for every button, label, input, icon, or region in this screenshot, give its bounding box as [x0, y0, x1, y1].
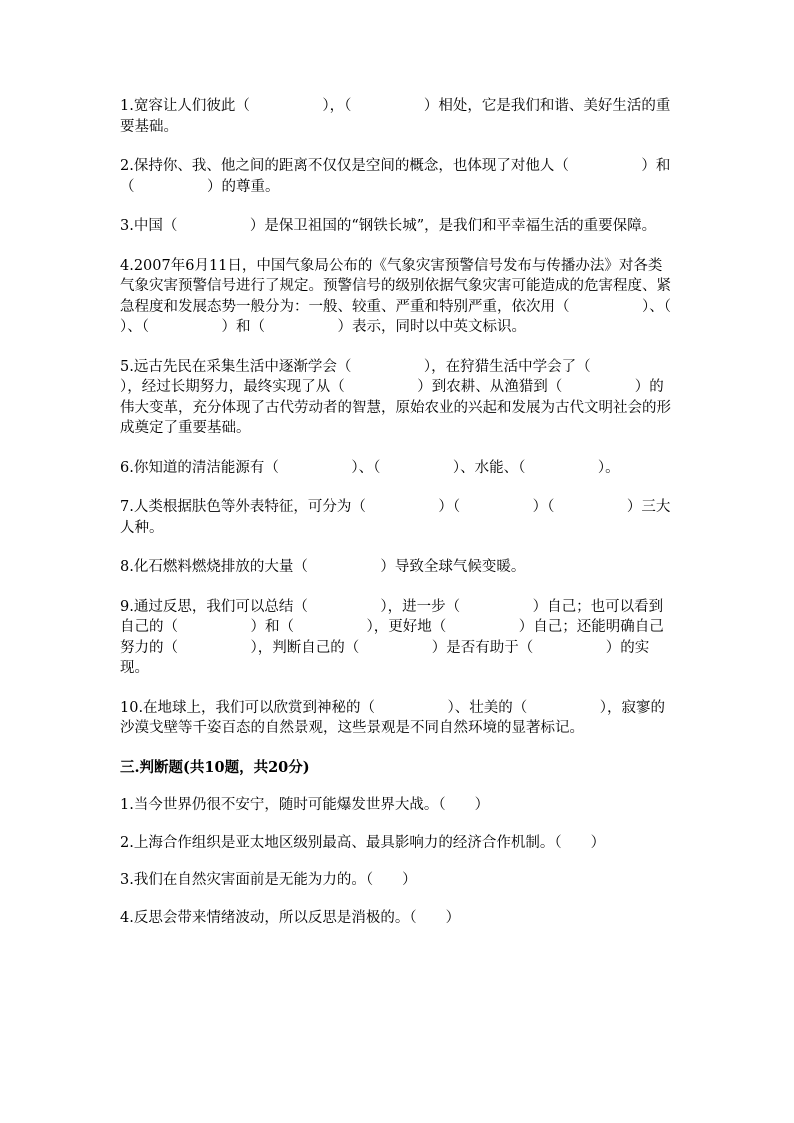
judgment-question-2: 2.上海合作组织是亚太地区级别最高、最具影响力的经济合作机制。（ ）	[120, 834, 606, 851]
fill-blank-question-1: 1.宽容让人们彼此（ ），（ ）相处，它是我们和谐、美好生活的重要基础。	[120, 98, 671, 135]
judgment-question-3: 3.我们在自然灾害面前是无能为力的。（ ）	[120, 872, 417, 888]
fill-blank-question-6: 6.你知道的清洁能源有（ ）、（ ）、水能、（ ）。	[120, 459, 620, 476]
judgment-question-1: 1.当今世界仍很不安宁，随时可能爆发世界大战。（ ）	[120, 797, 490, 813]
exam-page	[120, 96, 744, 928]
fill-blank-question-10: 10.在地球上，我们可以欣赏到神秘的（ ）、壮美的（ ），寂寥的沙漠戈壁等千姿百态的自然景观，这些景观是不同自然环境的显著标记。	[120, 699, 666, 736]
fill-blank-question-7: 7.人类根据肤色等外表特征，可分为（ ）（ ）（ ）三大人种。	[120, 499, 671, 536]
fill-blank-question-5: 5.远古先民在采集生活中逐渐学会（ ），在狩猎生活中学会了（ ），经过长期努力，最终实现了从（ ）到农耕、从渔猎到（ ）的伟大变革，充分体现了古代劳动者的智慧，原始农业的兴起和发展为古代文明社会的形成奠定了重要基础。	[120, 358, 671, 436]
judgment-question-4: 4.反思会带来情绪波动，所以反思是消极的。（ ）	[120, 909, 461, 926]
fill-blank-question-2: 2.保持你、我、他之间的距离不仅仅是空间的概念，也体现了对他人（ ）和（ ）的尊重。	[120, 158, 671, 195]
fill-blank-question-4: 4.2007年6月11日，中国气象局公布的《气象灾害预警信号发布与传播办法》对各类气象灾害预警信号进行了规定。预警信号的级别依据气象灾害可能造成的危害程度、紧急程度和发展态势一般分为：一般、较重、严重和特别严重，依次用（ ）、（ ）、（ ）和（ ）表示，同时以中英文标识。	[120, 257, 744, 335]
fill-blank-question-8: 8.化石燃料燃烧排放的大量（ ）导致全球气候变暖。	[120, 559, 526, 575]
judgment-section-title: 三.判断题(共10题，共20分)	[120, 758, 310, 776]
fill-blank-question-3: 3.中国（ ）是保卫祖国的“钢铁长城”，是我们和平幸福生活的重要保障。	[120, 218, 657, 234]
fill-blank-question-9: 9.通过反思，我们可以总结（ ），进一步（ ）自己；也可以看到自己的（ ）和（ ），更好地（ ）自己；还能明确自己努力的（ ），判断自己的（ ）是否有助于（ ）的实现。	[120, 598, 664, 676]
